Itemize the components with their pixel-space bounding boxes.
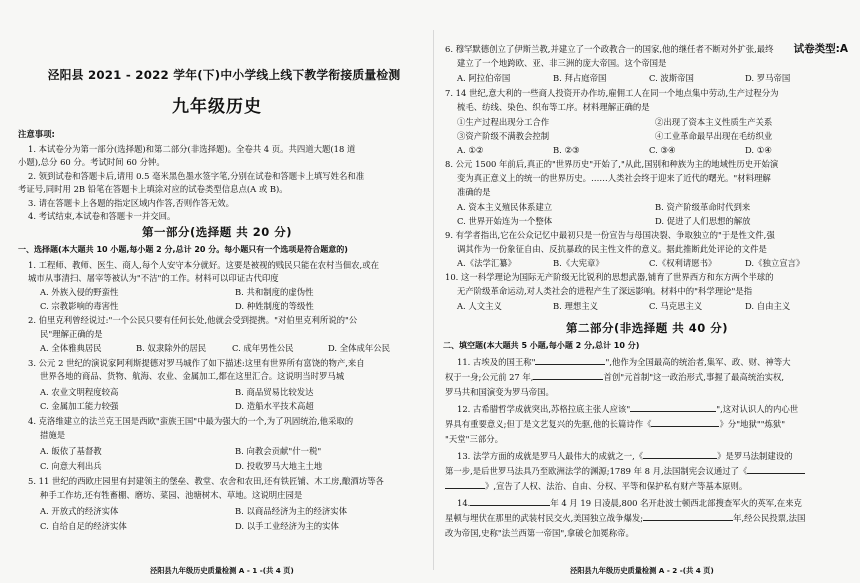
option: D. 自由主义 (745, 301, 791, 311)
question-stem: 4. 克洛维建立的法兰克王国是西欧"蛮族王国"中最为强大的一个,为了巩固统治,他采取的 (28, 416, 354, 426)
option: B. 商品贸易比较发达 (235, 387, 314, 397)
option: D. 投收罗马大地主土地 (235, 461, 323, 471)
notes-item: 2. 领到试卷和答题卡后,请用 0.5 毫米黑色墨水签字笔,分别在试卷和答题卡上填写姓名和准 (28, 171, 365, 181)
option: ②出现了资本主义性质生产关系 (655, 117, 773, 127)
fill-question: 界具有重要意义;但丁是文艺复兴的先驱,他的长篇诗作《 》分"地狱""炼狱" (445, 419, 786, 429)
option: B. 奴隶除外的居民 (136, 343, 207, 353)
question-stem: 城市从事清扫、屠宰等被认为"不洁"的工作。材料可以印证古代印度 (28, 273, 279, 283)
footer-right: 泾阳县九年级历史质量检测 A - 2 -(共 4 页) (570, 566, 714, 575)
paper-type: 试卷类型:A (793, 43, 848, 55)
option: D. 全体成年公民 (328, 343, 390, 353)
question-stem: 5. 11 世纪的西欧庄园里有封建领主的堡垒、教堂、农舍和农田,还有铁匠铺、木工房,酿酒坊等各 (28, 476, 384, 486)
answer-blank[interactable] (651, 418, 719, 427)
question-stem: 变为真正意义上的统一的世界历史。……人类社会终于迎来了近代的曙光。"材料理解 (457, 173, 771, 183)
option: C. 成年男性公民 (232, 343, 294, 353)
question-stem: 建立了一个地跨欧、亚、非三洲的庞大帝国。这个帝国是 (457, 58, 667, 68)
notes-item: 1. 本试卷分为第一部分(选择题)和第二部分(非选择题)。全卷共 4 页。共四道大题(18 道 (28, 144, 356, 154)
fill-question: 》,宣告了人权、法治、自由、分权、平等和保护私有财产等基本原则。 (443, 480, 853, 493)
option-row (443, 300, 853, 313)
option-row (443, 201, 853, 214)
option: D. 以手工业经济为主的实体 (235, 521, 339, 531)
option: C. 世界开始连为一个整体 (457, 216, 553, 226)
part1-title: 第一部分(选择题 共 20 分) (141, 225, 293, 239)
answer-blank[interactable] (445, 480, 485, 489)
question-stem: 梳毛、纺线、染色、织布等工序。材料理解正确的是 (457, 102, 650, 112)
answer-blank[interactable] (747, 465, 805, 474)
option: A. 人文主义 (457, 301, 502, 311)
option: D. ①④ (745, 145, 772, 155)
option: B. 理想主义 (553, 301, 598, 311)
option: B.《大宪章》 (553, 258, 604, 268)
option-row (443, 215, 853, 228)
question-stem: 1. 工程师、教师、医生、商人,每个人安守本分就好。这要是被视的贱民只能在农村当佃农,或在 (28, 260, 379, 270)
option: B. 向教会贡献"什一税" (235, 446, 322, 456)
option: C. ③④ (649, 145, 676, 155)
option-row (18, 445, 430, 458)
option-row (443, 257, 853, 270)
part2-section-heading: 二、填空题(本大题共 5 小题,每小题 2 分,总计 10 分) (443, 341, 640, 350)
option: A.《法学汇纂》 (457, 258, 516, 268)
question-stem: 世界各地的商品、货物、航海、农业、金属加工,都在这里汇合。这说明当时罗马城 (40, 371, 345, 381)
option: B. 以商品经济为主的经济实体 (235, 506, 347, 516)
notes-item: 考证号,同时用 2B 铅笔在答题卡上填涂对应的试卷类型信息点(A 或 B)。 (18, 184, 288, 194)
fill-question: 权于一身;公元前 27 年, 首创"元首制"这一政治形式,事握了最高统治实权, (445, 372, 784, 382)
fill-question: 罗马共和国演变为罗马帝国。 (445, 387, 554, 397)
question-stem: 种手工作坊,还有牲畜棚、磨坊、菜园、池塘树木、草地。这说明庄园是 (40, 490, 303, 500)
option-row (18, 286, 430, 299)
question-stem: 9. 有学者指出,它在公众记忆中最初只是一份宣告与母国决裂、争取独立的"于是性文件,强 (445, 230, 775, 240)
option: C. 向意大利出兵 (40, 461, 102, 471)
question-stem: 民"理解正确的是 (40, 329, 103, 339)
option-row (18, 400, 430, 413)
question-stem: 调其作为一份象征自由、反抗暴政的民主性文件的意义。据此推断此处评论的文件是 (457, 244, 767, 254)
subject-title: 九年级历史 (172, 97, 262, 117)
option: C. 波斯帝国 (649, 73, 694, 83)
option: B. 资产阶级革命时代到来 (655, 202, 751, 212)
answer-blank[interactable] (470, 497, 550, 506)
option-row (18, 300, 430, 313)
option: C. 自给自足的经济实体 (40, 521, 127, 531)
option: C. 宗教影响的毒害性 (40, 301, 119, 311)
exam-title: 泾阳县 2021 - 2022 学年(下)中小学线上线下教学衔接质量检测 (47, 68, 401, 82)
option-row (443, 72, 853, 85)
option: C. 金属加工能力较强 (40, 401, 119, 411)
option: ④工业革命最早出现在毛纺织业 (655, 131, 773, 141)
option-row (18, 342, 430, 355)
notes-item: 4. 考试结束,本试卷和答题卡一并交回。 (28, 211, 176, 221)
option: C. 马克思主义 (649, 301, 703, 311)
answer-blank[interactable] (643, 512, 733, 521)
option: ③资产阶级不满教会控制 (457, 131, 550, 141)
option: A. 农业文明程度较高 (40, 387, 119, 397)
fill-question: "天堂"三部分。 (445, 434, 503, 444)
answer-blank[interactable] (630, 403, 716, 412)
answer-blank[interactable] (535, 356, 605, 365)
fill-question: 第一步,是后世罗马法具乃至欧洲法学的渊源;1789 年 8 月,法国制宪会议通过了《 (443, 465, 853, 478)
option: ①生产过程出现分工合作 (457, 117, 550, 127)
option: B. 共和制度的虚伪性 (235, 287, 314, 297)
option: D. 种姓制度的等级性 (235, 301, 314, 311)
option: D. 造船水平技术高超 (235, 401, 314, 411)
fill-question: 12. 古希腊哲学成就突出,苏格拉底主张人应该" ",这对认识人的内心世 (457, 404, 799, 414)
fill-question: 13. 法学方面的成就是罗马人最伟大的成就之一,《 》是罗马法制建设的 (457, 451, 793, 461)
notes-item: 小题),总分 60 分。考试时间 60 分钟。 (18, 157, 165, 167)
option: A. 皈依了基督教 (40, 446, 102, 456)
option-row (443, 130, 853, 143)
question-stem: 2. 伯里克利曾经说过:"一个公民只要有任何长处,他就会受到提携。"对伯里克利所说的"公 (28, 315, 358, 325)
option: A. ①② (457, 145, 484, 155)
option-row (18, 386, 430, 399)
question-stem: 无产阶级革命运动,对人类社会的进程产生了深远影响。材料中的"科学理论"是指 (457, 286, 753, 296)
option: A. 开放式的经济实体 (40, 506, 119, 516)
option: D. 促进了人们思想的解放 (655, 216, 751, 226)
fill-question: 改为帝国,史称"法兰西第一帝国",拿破仑加冕称帝。 (445, 528, 634, 538)
option: A. 全体雅典居民 (40, 343, 102, 353)
option-row (18, 505, 430, 518)
question-stem: 6. 穆罕默德创立了伊斯兰教,并建立了一个政教合一的国家,他的继任者不断对外扩张,最终 (445, 44, 774, 54)
question-stem: 准确的是 (457, 187, 491, 197)
option: B. 拜占庭帝国 (553, 73, 607, 83)
question-stem: 10. 这一科学理论为国际无产阶级无比锐利的思想武器,铺育了世界西方和东方两个半球的 (445, 272, 774, 282)
option: B. ②③ (553, 145, 580, 155)
option-row (443, 116, 853, 129)
part1-section-heading: 一、选择题(本大题共 10 小题,每小题 2 分,总计 20 分。每小题只有一个选项是符合题意的) (18, 245, 348, 254)
option: D. 罗马帝国 (745, 73, 791, 83)
fill-question: 11. 古埃及的国王称" ",他作为全国最高的统治者,集军、政、财、神等大 (457, 357, 791, 367)
notes-title: 注意事项: (18, 129, 55, 139)
question-stem: 3. 公元 2 世纪的演说家阿利斯提德对罗马城作了如下描述:这里有世界所有富饶的物产,来自 (28, 358, 365, 368)
footer-left: 泾阳县九年级历史质量检测 A - 1 -(共 4 页) (150, 566, 294, 575)
option-row (18, 520, 430, 533)
question-stem: 8. 公元 1500 年前后,真正的"世界历史"开始了,"从此,国别和种族为主的地域性历史开始演 (445, 159, 779, 169)
notes-item: 3. 请在答题卡上各题的指定区域内作答,否则作答无效。 (28, 198, 234, 208)
question-stem: 7. 14 世纪,意大利的一些商人投资开办作坊,雇佣工人在同一个地点集中劳动,生产过程分为 (445, 88, 779, 98)
option-row (18, 460, 430, 473)
option: C.《权利请愿书》 (649, 258, 717, 268)
question-stem: 措施是 (40, 430, 66, 440)
option: A. 资本主义殖民体系建立 (457, 202, 553, 212)
option: D.《独立宣言》 (745, 258, 805, 268)
answer-blank[interactable] (533, 371, 603, 380)
part2-title: 第二部分(非选择题 共 40 分) (565, 321, 729, 335)
option: A. 外族入侵的野蛮性 (40, 287, 119, 297)
fill-question: 星顿与埋伏在那里的武装村民交火,美国独立战争爆发; 年,经公民投票,法国 (445, 513, 806, 523)
option-row (443, 144, 853, 157)
option: A. 阿拉伯帝国 (457, 73, 511, 83)
fill-question: 14. 年 4 月 19 日凌晨,800 名开赴波士顿西北部搜查军火的英军,在来克 (457, 498, 802, 508)
answer-blank[interactable] (643, 450, 717, 459)
